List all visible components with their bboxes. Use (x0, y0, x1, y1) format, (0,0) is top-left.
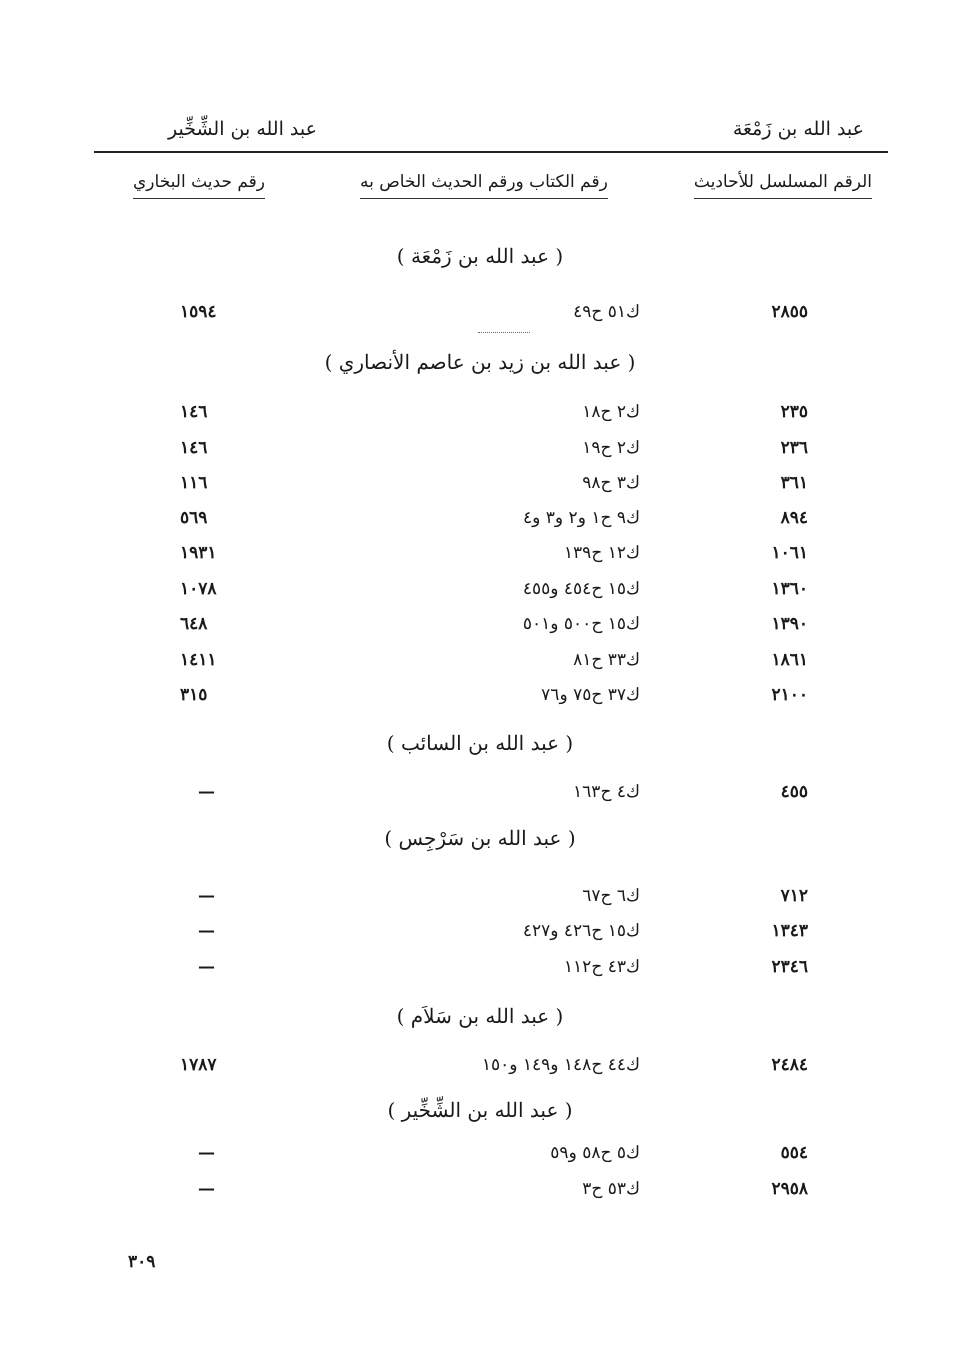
reference-cell: ك٣٣ ح٨١ (573, 650, 640, 670)
serial-cell: ٥٥٤ (780, 1143, 808, 1163)
serial-cell: ٧١٢ (780, 886, 808, 906)
bukhari-cell: ١١٦ (180, 473, 208, 493)
bukhari-cell: ٣١٥ (180, 685, 208, 705)
serial-cell: ٨٩٤ (780, 508, 808, 528)
table-row (0, 1179, 956, 1211)
table-row (0, 302, 956, 334)
serial-cell: ١٣٤٣ (771, 921, 808, 941)
reference-cell: ك٦ ح٦٧ (582, 886, 640, 906)
section-title: ( عبد الله بن سَلاَم ) (396, 1004, 564, 1028)
serial-cell: ٢٣٦ (780, 438, 808, 458)
serial-cell: ٢٣٥ (780, 402, 808, 422)
bukhari-cell: — (198, 782, 215, 802)
reference-cell: ك٥ ح٥٨ و٥٩ (550, 1143, 640, 1163)
table-row (0, 579, 956, 611)
bukhari-cell: — (198, 957, 215, 977)
reference-cell: ك٤ ح١٦٣ (573, 782, 640, 802)
table-row (0, 614, 956, 646)
reference-cell: ك٩ ح١ و٢ و٣ و٤ (523, 508, 640, 528)
table-row (0, 543, 956, 575)
serial-cell: ٢٨٥٥ (771, 302, 808, 322)
bukhari-cell: — (198, 886, 215, 906)
serial-cell: ٢١٠٠ (771, 685, 808, 705)
serial-cell: ١٨٦١ (771, 650, 808, 670)
reference-cell: ك٤٤ ح١٤٨ و١٤٩ و١٥٠ (481, 1055, 640, 1075)
section-title: ( عبد الله بن زَمْعَة ) (396, 244, 564, 268)
table-row (0, 886, 956, 918)
bukhari-cell: ١٥٩٤ (180, 302, 217, 322)
page-number: ٣٠٩ (128, 1252, 156, 1272)
table-row (0, 782, 956, 814)
table-row (0, 1143, 956, 1175)
serial-cell: ٣٦١ (780, 473, 808, 493)
reference-cell: ك٥٣ ح٣ (582, 1179, 640, 1199)
column-header-serial: الرقم المسلسل للأحاديث (694, 172, 872, 199)
bukhari-cell: ١٤٦ (180, 402, 208, 422)
column-header-bukhari: رقم حديث البخاري (133, 172, 265, 199)
bukhari-cell: — (198, 1143, 215, 1163)
bukhari-cell: ٥٦٩ (180, 508, 208, 528)
reference-cell: ك١٥ ح٤٢٦ و٤٢٧ (522, 921, 640, 941)
table-row (0, 438, 956, 470)
serial-cell: ٢٤٨٤ (771, 1055, 808, 1075)
table-row (0, 508, 956, 540)
reference-cell: ك٥١ ح٤٩ (573, 302, 640, 322)
serial-cell: ٤٥٥ (780, 782, 808, 802)
serial-cell: ٢٣٤٦ (771, 957, 808, 977)
bukhari-cell: ١٤٦ (180, 438, 208, 458)
bukhari-cell: ٦٤٨ (180, 614, 208, 634)
dotted-separator (478, 332, 530, 333)
header-rule (94, 151, 888, 153)
bukhari-cell: ١٧٨٧ (180, 1055, 217, 1075)
reference-cell: ك٢ ح١٩ (582, 438, 640, 458)
table-row (0, 473, 956, 505)
serial-cell: ١٣٩٠ (771, 614, 808, 634)
table-row (0, 685, 956, 717)
column-header-reference: رقم الكتاب ورقم الحديث الخاص به (360, 172, 608, 199)
reference-cell: ك٣٧ ح٧٥ و٧٦ (541, 685, 640, 705)
reference-cell: ك١٢ ح١٣٩ (563, 543, 640, 563)
running-head-left: عبد الله بن الشِّخِّير (168, 118, 317, 140)
reference-cell: ك٢ ح١٨ (582, 402, 640, 422)
section-title: ( عبد الله بن زيد بن عاصم الأنصاري ) (324, 350, 636, 374)
table-row (0, 650, 956, 682)
running-head-right: عبد الله بن زَمْعَة (732, 118, 864, 140)
serial-cell: ١٣٦٠ (771, 579, 808, 599)
table-row (0, 921, 956, 953)
bukhari-cell: ١٩٣١ (180, 543, 217, 563)
reference-cell: ك١٥ ح٥٠٠ و٥٠١ (522, 614, 640, 634)
bukhari-cell: — (198, 1179, 215, 1199)
bukhari-cell: ١٠٧٨ (180, 579, 217, 599)
section-title: ( عبد الله بن الشِّخِّير ) (387, 1098, 573, 1122)
bukhari-cell: — (198, 921, 215, 941)
serial-cell: ١٠٦١ (771, 543, 808, 563)
reference-cell: ك٤٣ ح١١٢ (563, 957, 640, 977)
serial-cell: ٢٩٥٨ (771, 1179, 808, 1199)
reference-cell: ك١٥ ح٤٥٤ و٤٥٥ (522, 579, 640, 599)
section-title: ( عبد الله بن السائب ) (386, 731, 574, 755)
bukhari-cell: ١٤١١ (180, 650, 217, 670)
reference-cell: ك٣ ح٩٨ (582, 473, 640, 493)
table-row (0, 957, 956, 989)
table-row (0, 402, 956, 434)
section-title: ( عبد الله بن سَرْجِس ) (384, 826, 576, 850)
table-row (0, 1055, 956, 1087)
